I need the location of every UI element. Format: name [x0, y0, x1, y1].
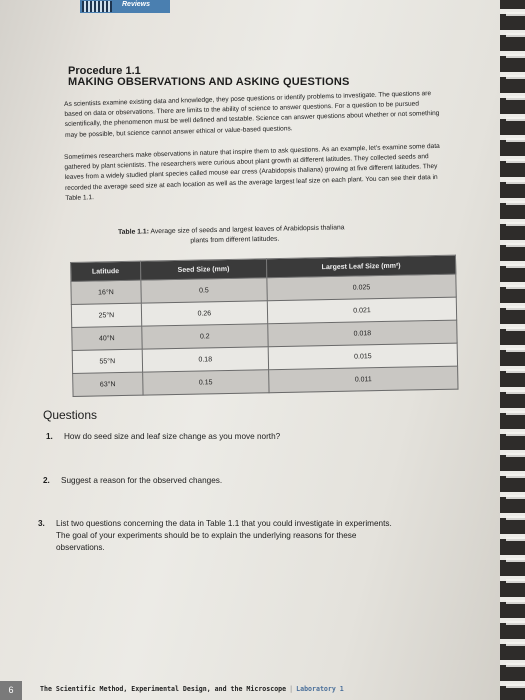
- question-item: [46, 431, 280, 443]
- cell-seed-size: 0.15: [142, 370, 269, 395]
- cell-seed-size: 0.2: [141, 324, 268, 349]
- table-caption-line2: plants from different latitudes.: [190, 235, 280, 245]
- top-tag: Reviews: [122, 1, 151, 8]
- binding-rings: [506, 0, 525, 700]
- cell-leaf-size: 0.018: [268, 320, 457, 347]
- cell-seed-size: 0.18: [142, 347, 269, 372]
- cell-latitude: 55°N: [72, 349, 142, 373]
- data-table: [70, 255, 459, 397]
- cell-latitude: 25°N: [71, 303, 141, 327]
- questions-heading: Questions: [43, 408, 98, 422]
- question-number: 1.: [46, 432, 53, 441]
- footer-text: [40, 685, 344, 693]
- cell-seed-size: 0.5: [141, 278, 268, 303]
- question-text-continued: observations.: [56, 543, 105, 552]
- data-table-container: [70, 255, 459, 397]
- question-number: 3.: [38, 519, 45, 528]
- cell-seed-size: 0.26: [141, 301, 268, 326]
- intro-paragraph: As scientists examine existing data and knowledge, they pose questions or identify problems to investigate. The questions are based on data or observations. There are limits to the ability of science to answer questions. For a question to be pursued scientifically, the phenomenon must be well defined and testable. Science can answer questions about whether or not something may be possible, but science cannot answer ethical or value-based questions.: [64, 90, 440, 139]
- footer-separator: |: [289, 685, 294, 693]
- procedure-title: MAKING OBSERVATIONS AND ASKING QUESTIONS: [68, 76, 350, 88]
- table-caption-number: Table 1.1:: [118, 228, 150, 236]
- procedure-label: Procedure 1.1: [68, 65, 141, 77]
- page-number: 6: [0, 681, 22, 700]
- page-footer: [0, 681, 500, 700]
- top-label-strip: [80, 0, 170, 13]
- header-leaf-size: Largest Leaf Size (mm²): [266, 255, 455, 278]
- table-caption: [118, 222, 428, 248]
- cell-leaf-size: 0.015: [268, 343, 457, 370]
- question-number: 2.: [43, 476, 50, 485]
- footer-chapter-title: The Scientific Method, Experimental Design, and the Microscope: [40, 685, 287, 693]
- question-text-continued: The goal of your experiments should be to explain the underlying reasons for these: [56, 531, 357, 540]
- question-text: List two questions concerning the data in Table 1.1 that you could investigate in experiments.: [56, 519, 392, 528]
- question-item: [38, 518, 488, 554]
- cell-leaf-size: 0.025: [267, 274, 456, 301]
- question-text: Suggest a reason for the observed changes.: [61, 476, 223, 485]
- cell-latitude: 63°N: [73, 372, 143, 396]
- question-item: [43, 475, 222, 487]
- example-paragraph: Sometimes researchers make observations in nature that inspire them to ask questions. As an example, let's examine some data gathered by plant scientists. The researchers were curious about plant growth at different latitudes. They collected seeds and leaves from a widely studied plant species called mouse ear cress (Arabidopsis thaliana) growing at five different latitudes. They recorded the average seed size at each location as well as the average largest leaf size on each plant. You can see their data in Table 1.1.: [64, 142, 440, 202]
- cell-latitude: 16°N: [71, 280, 141, 304]
- qr-code-icon: [82, 1, 112, 12]
- cell-leaf-size: 0.011: [269, 366, 458, 393]
- table-caption-text: Average size of seeds and largest leaves of Arabidopsis thaliana: [150, 224, 345, 236]
- cell-leaf-size: 0.021: [267, 297, 456, 324]
- footer-lab-label: Laboratory 1: [296, 685, 344, 693]
- header-seed-size: Seed Size (mm): [140, 259, 267, 280]
- header-latitude: Latitude: [71, 261, 141, 281]
- question-text: How do seed size and leaf size change as you move north?: [64, 432, 281, 441]
- cell-latitude: 40°N: [72, 326, 142, 350]
